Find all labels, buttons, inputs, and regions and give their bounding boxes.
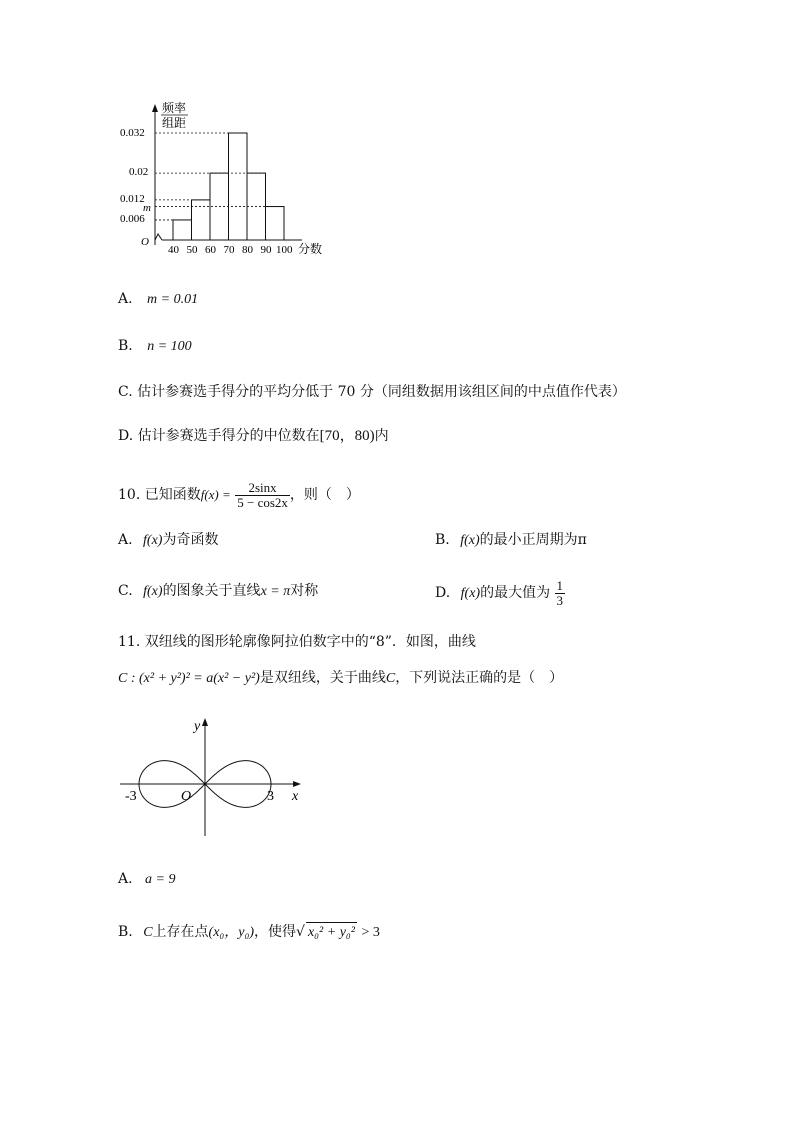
q11-b-label: B.: [118, 924, 133, 940]
q10-numerator: 2sinx: [235, 481, 290, 496]
q10-d-label: D.: [435, 585, 451, 601]
q9-c-text: C. 估计参赛选手得分的平均分低于 70 分（同组数据用该组区间的中点值作代表）: [118, 384, 626, 400]
x-tick-label: 50: [186, 244, 198, 256]
x-axis-label: x: [292, 789, 299, 804]
q9-b-text: n = 100: [147, 339, 192, 354]
x-axis-arrow: [293, 781, 301, 787]
q11-stem1: 11. 双纽线的图形轮廓像阿拉伯数字中的“8”．如图，曲线: [118, 634, 476, 650]
x-tick-label: 80: [242, 244, 253, 256]
y-tick-002: 0.02: [129, 166, 149, 178]
q10-c-fx: f(x): [143, 584, 163, 599]
q10-c-tail: 对称: [290, 583, 319, 599]
q10-option-b: [435, 530, 587, 551]
q11-a-text: a = 9: [145, 872, 176, 887]
q11-stem-line2: [118, 668, 563, 689]
x-tick-label: 100: [276, 244, 293, 256]
q9-d-tail: 内: [374, 428, 389, 444]
q11-stem3: ，下列说法正确的是（ ）: [395, 670, 564, 686]
q10-option-c: [118, 581, 318, 602]
q9-d-text: D. 估计参赛选手得分的中位数在: [118, 428, 320, 444]
lemniscate-graph: [115, 712, 315, 842]
y-tick-0012: 0.012: [120, 193, 145, 205]
y-axis-arrow: [152, 104, 158, 112]
q10-a-fx: f(x): [143, 533, 163, 548]
y-tick-m: m: [143, 202, 151, 214]
y-tick-0032: 0.032: [120, 127, 145, 139]
q9-option-a: [118, 289, 198, 310]
x-tick-label: 60: [205, 244, 216, 256]
q10-d-text: 的最大值为: [480, 585, 551, 601]
histogram-bar: [229, 133, 248, 240]
q10-b-text: 的最小正周期为π: [479, 532, 587, 548]
origin-label: O: [181, 789, 192, 804]
y-label-bottom: 组距: [162, 116, 187, 130]
q10-d-fx: f(x): [460, 586, 481, 601]
q11-equation: C : (x² + y²)² = a(x² − y²): [118, 671, 260, 686]
q9-d-interval: [70，80): [319, 428, 375, 444]
q9-a-text: m = 0.01: [147, 292, 199, 307]
y-label-top: 频率: [162, 101, 187, 115]
x-tick-label: 90: [260, 244, 272, 256]
q10-d-den: 3: [556, 592, 564, 608]
q10-fraction: [235, 481, 290, 510]
histogram-bar: [192, 200, 211, 240]
q9-option-c: [118, 382, 626, 402]
q10-b-label: B.: [435, 532, 450, 548]
y-axis-arrow: [202, 718, 208, 726]
frequency-histogram: [110, 100, 340, 265]
axis-break: [155, 234, 162, 240]
q10-b-fx: f(x): [460, 533, 480, 548]
y-tick-0006: 0.006: [120, 213, 145, 225]
q11-option-b: B. C上存在点(x₀，y₀)，使得√ x₀² + y₀² > 3: [118, 922, 380, 943]
q11-stem2: 是双纽线，关于曲线: [259, 670, 386, 686]
q11-b-c: C: [143, 925, 153, 940]
pos-three-label: 3: [267, 789, 274, 804]
q9-b-label: B.: [118, 338, 133, 354]
q10-c-label: C.: [118, 583, 133, 599]
q10-suffix: ，则（ ）: [289, 487, 360, 503]
q9-option-d: [118, 426, 389, 446]
q10-a-text: 为奇函数: [162, 532, 219, 548]
x-axis-label: 分数: [298, 242, 323, 256]
q9-a-label: A.: [118, 291, 133, 307]
q10-prefix: 10. 已知函数: [118, 487, 201, 503]
x-tick-label: 70: [223, 244, 235, 256]
q11-b-gt: > 3: [361, 925, 380, 940]
q11-b-point: (x₀，y₀): [208, 925, 255, 940]
q10-f-label: f(x) =: [200, 487, 231, 502]
q10-a-label: A.: [118, 532, 133, 548]
q10-c-eq: x = π: [260, 584, 291, 599]
q10-d-num: 1: [556, 577, 564, 593]
q10-option-a: [118, 530, 218, 551]
q10-option-d: [435, 578, 565, 609]
q10-d-fraction: [555, 579, 566, 608]
q9-option-b: [118, 336, 192, 357]
q11-a-label: A.: [118, 871, 133, 887]
q10-denominator: 5 − cos2x: [237, 494, 288, 510]
x-tick-label: 40: [168, 244, 179, 256]
neg-three-label: -3: [125, 789, 137, 804]
y-axis-label: y: [194, 719, 201, 734]
q11-b-text: 上存在点: [152, 924, 209, 940]
q11-stem-line1: [118, 632, 476, 652]
q10-stem: [118, 480, 360, 510]
q11-c-var: C: [385, 671, 396, 686]
histogram-bar: [173, 220, 192, 240]
q11-option-a: [118, 869, 175, 890]
origin-label: O: [141, 236, 149, 248]
q11-b-sqrt: x₀² + y₀²: [306, 922, 357, 943]
q10-c-text: 的图象关于直线: [162, 583, 261, 599]
histogram-bar: [266, 207, 285, 240]
q11-b-text2: ，使得: [254, 924, 297, 940]
